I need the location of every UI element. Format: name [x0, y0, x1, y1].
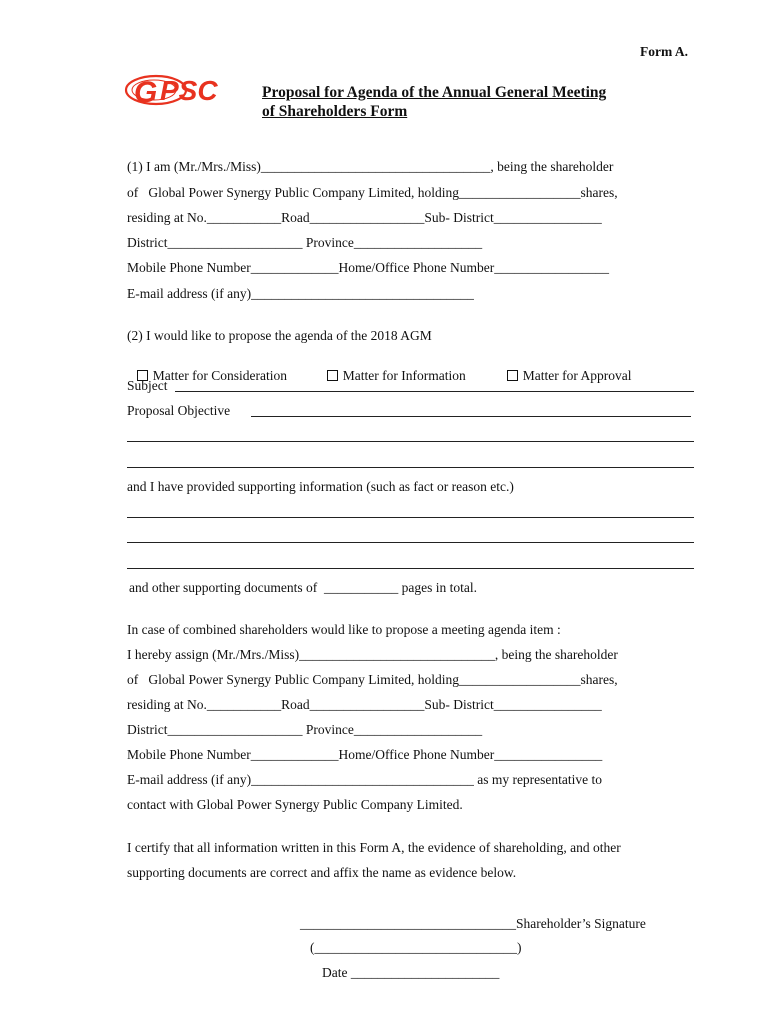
combined-intro: In case of combined shareholders would like to propose a meeting agenda item : — [127, 622, 561, 637]
assign-email-line[interactable]: E-mail address (if any)_________________________________ as my representative to — [127, 772, 603, 787]
form-label: Form A. — [640, 44, 688, 59]
date-line[interactable]: Date ______________________ — [322, 965, 500, 980]
email-line[interactable]: E-mail address (if any)_________________________________ — [127, 286, 474, 301]
logo-wordmark: PSC — [160, 75, 218, 106]
option-approval-label: Matter for Approval — [522, 368, 632, 383]
assign-contact-line: contact with Global Power Synergy Public Company Limited. — [127, 797, 463, 812]
objective-field-line-3[interactable] — [127, 467, 694, 468]
signature-line[interactable]: ________________________________Shareholder’s Signature — [300, 916, 646, 931]
gpsc-logo-graphic — [124, 72, 246, 108]
agenda-heading: (2) I would like to propose the agenda of the 2018 AGM — [127, 328, 432, 343]
supporting-info-label: and I have provided supporting information (such as fact or reason etc.) — [127, 479, 514, 494]
certify-line-2: supporting documents are correct and affix the name as evidence below. — [127, 865, 517, 880]
supporting-field-line-3[interactable] — [127, 568, 694, 569]
assign-name-line[interactable]: I hereby assign (Mr./Mrs./Miss)_____________________________, being the shareholder — [127, 647, 618, 662]
assign-holding-line[interactable]: of Global Power Synergy Public Company Limited, holding__________________shares, — [127, 672, 618, 687]
subject-field[interactable] — [175, 391, 694, 392]
printed-name-line[interactable]: (______________________________) — [310, 940, 522, 955]
option-information-label: Matter for Information — [342, 368, 466, 383]
address-line[interactable]: residing at No.___________Road_________________Sub- District________________ — [127, 210, 602, 225]
checkbox-information[interactable] — [327, 370, 338, 381]
logo-prefix-letter: G — [134, 76, 158, 108]
assign-phone-line[interactable]: Mobile Phone Number_____________Home/Office Phone Number________________ — [127, 747, 603, 762]
assign-address-line[interactable]: residing at No.___________Road_________________Sub- District________________ — [127, 697, 602, 712]
supporting-field-line-1[interactable] — [127, 517, 694, 518]
phone-line[interactable]: Mobile Phone Number_____________Home/Office Phone Number_________________ — [127, 260, 609, 275]
assign-district-line[interactable]: District____________________ Province___________________ — [127, 722, 483, 737]
option-consideration-label: Matter for Consideration — [152, 368, 287, 383]
subject-label: Subject — [127, 378, 168, 393]
objective-field-line-2[interactable] — [127, 441, 694, 442]
option-approval[interactable] — [500, 352, 631, 384]
option-information[interactable] — [320, 352, 466, 384]
checkbox-approval[interactable] — [507, 370, 518, 381]
form-title-line-1: Proposal for Agenda of the Annual General Meeting — [262, 84, 607, 101]
certify-line-1: I certify that all information written in this Form A, the evidence of shareholding, and other — [127, 840, 621, 855]
company-holding-line[interactable]: of Global Power Synergy Public Company Limited, holding__________________shares, — [127, 185, 618, 200]
documents-pages-line[interactable]: and other supporting documents of ___________ pages in total. — [129, 580, 477, 595]
gpsc-logo — [124, 72, 246, 108]
objective-label: Proposal Objective — [127, 403, 231, 418]
form-title-line-2: of Shareholders Form — [262, 103, 408, 120]
objective-field-line-1[interactable] — [251, 416, 691, 417]
supporting-field-line-2[interactable] — [127, 542, 694, 543]
shareholder-name-line[interactable]: (1) I am (Mr./Mrs./Miss)__________________________________, being the shareholder — [127, 159, 614, 174]
district-province-line[interactable]: District____________________ Province___________________ — [127, 235, 483, 250]
